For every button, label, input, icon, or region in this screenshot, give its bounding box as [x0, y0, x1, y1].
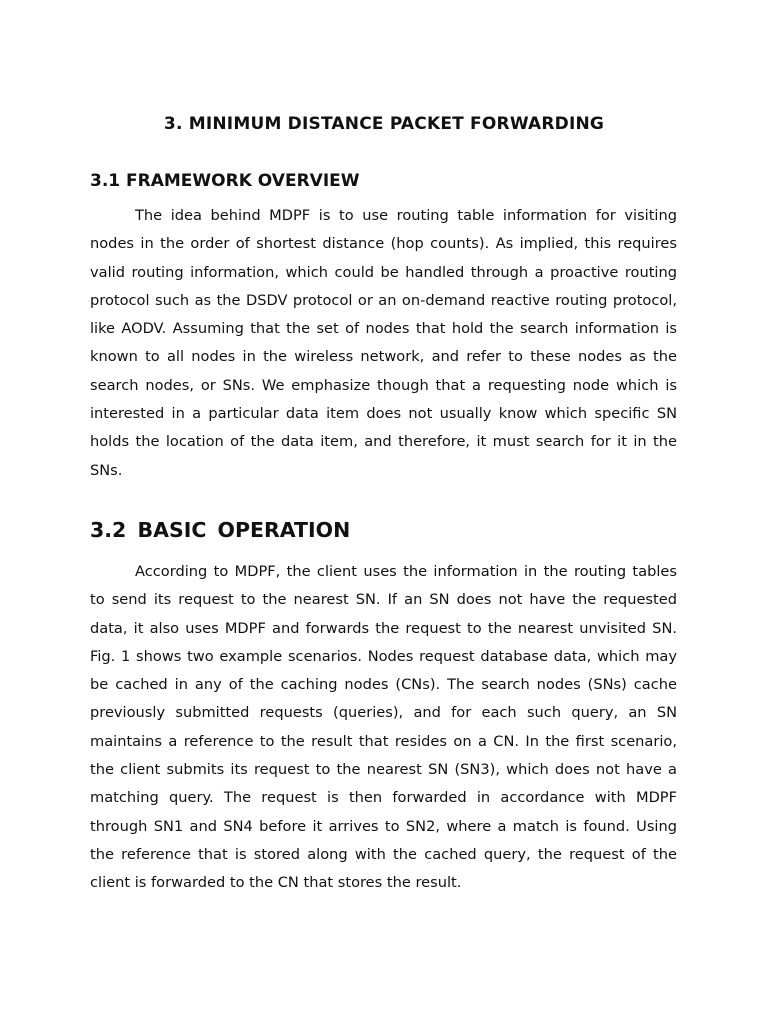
section-paragraph-basic-operation: According to MDPF, the client uses the information in the routing tables to send its request to the nearest SN. If an SN does not have the requested data, it also uses MDPF and forwards the request to the nearest unvisited SN. Fig. 1 shows two example scenarios. Nodes request database data, which may be cached in any of the caching nodes (CNs). The search nodes (SNs) cache previously submitted requests (queries), and for each such query, an SN maintains a reference to the result that resides on a CN. In the first scenario, the client submits its request to the nearest SN (SN3), which does not have a matching query. The request is then forwarded in accordance with MDPF through SN1 and SN4 before it arrives to SN2, where a match is found. Using the reference that is stored along with the cached query, the request of the client is forwarded to the CN that stores the result.	[90, 563, 677, 892]
chapter-title: 3. MINIMUM DISTANCE PACKET FORWARDING	[163, 114, 605, 134]
section-heading-basic-operation: 3.2 BASIC OPERATION	[90, 518, 351, 542]
section-heading-framework-overview: 3.1 FRAMEWORK OVERVIEW	[90, 171, 360, 191]
section-paragraph-framework-overview: The idea behind MDPF is to use routing table information for visiting nodes in the order of shortest distance (hop counts). As implied, this requires valid routing information, which could be handled through a proactive routing protocol such as the DSDV protocol or an on-demand reactive routing protocol, like AODV. Assuming that the set of nodes that hold the search information is known to all nodes in the wireless network, and refer to these nodes as the search nodes, or SNs. We emphasize though that a requesting node which is interested in a particular data item does not usually know which specific SN holds the location of the data item, and therefore, it must search for it in the SNs.	[90, 207, 677, 479]
